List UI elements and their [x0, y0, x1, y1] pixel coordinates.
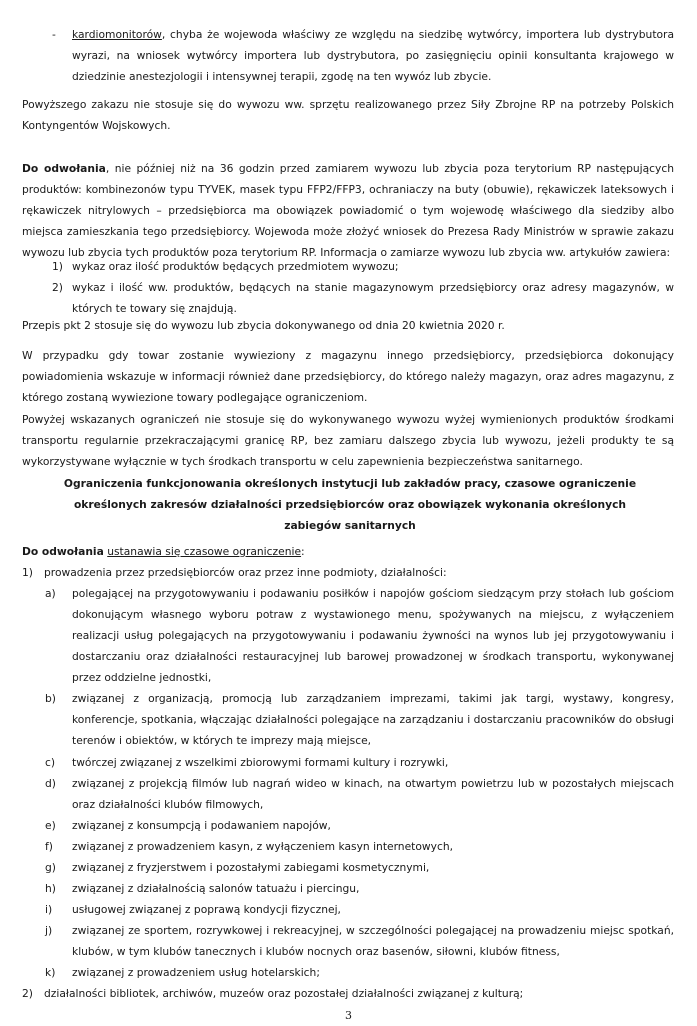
notice-item-number: 2) [52, 281, 63, 294]
dash-marker: - [52, 28, 56, 41]
sub-item: usługowej związanej z poprawą kondycji fizycznej, [72, 903, 341, 916]
sub-item: związanej z prowadzeniem usług hotelarskich; [72, 966, 320, 979]
sub-item-letter: j) [45, 924, 53, 937]
sub-item-letter: a) [45, 587, 56, 600]
sub-item-letter: f) [45, 840, 53, 853]
sub-item: związanej z prowadzeniem kasyn, z wyłączeniem kasyn internetowych, [72, 840, 453, 853]
sub-item-letter: c) [45, 756, 56, 769]
sub-item: związanej z konsumpcją i podawaniem napojów, [72, 819, 331, 832]
dash-text: , chyba że wojewoda właściwy ze względu na siedzibę wytwórcy, importera lub dystrybutora wyrazi, na wniosek wytwórcy importera lub dystrybutora, po zasięgnięciu opinii konsultanta krajowego w dziedzinie anestezjologii i intensywnej terapii, zgodę na ten wywóz lub zbycie. [72, 28, 674, 83]
intro-bold: Do odwołania [22, 545, 104, 558]
intro-line [22, 541, 674, 562]
sub-item: twórczej związanej z wszelkimi zbiorowymi formami kultury i rozrywki, [72, 756, 449, 769]
sub-item-letter: h) [45, 882, 56, 895]
intro-underlined: ustanawia się czasowe ograniczenie [107, 545, 302, 558]
intro-end: : [301, 545, 305, 558]
section-heading: Ograniczenia funkcjonowania określonych instytucji lub zakładów pracy, czasowe ograniczenie określonych zakresów działalności przedsiębiorców oraz obowiązek wykonania określonych zabiegów sanitarnych [63, 477, 637, 532]
notice-item-number: 1) [52, 260, 63, 273]
notice-paragraph [22, 158, 674, 263]
sub-item-letter: g) [45, 861, 56, 874]
page-number: 3 [345, 1009, 352, 1022]
sub-item: związanej z organizacją, promocją lub zarządzaniem imprezami, takimi jak targi, wystawy, kongresy, konferencje, spotkania, włączając działalności polegające na zarządzaniu i dostarczaniu pracowników do obsługi terenów i obiektów, w których te imprezy mają miejsce, [72, 692, 674, 747]
sub-item: związanej z projekcją filmów lub nagrań wideo w kinach, na otwartym powietrzu lub w pozostałych miejscach oraz działalności klubów filmowych, [72, 777, 674, 811]
notice-item: wykaz i ilość ww. produktów, będących na stanie magazynowym przedsiębiorcy oraz adresy magazynów, w których te towary się znajdują. [72, 281, 674, 315]
main-item: prowadzenia przez przedsiębiorców oraz przez inne podmioty, działalności: [44, 566, 447, 579]
transport-paragraph: Powyżej wskazanych ograniczeń nie stosuje się do wykonywanego wywozu wyżej wymienionych produktów środkami transportu regularnie przekraczającymi granicę RP, bez zamiaru dalszego zbycia lub wywozu, jeżeli produkty te są wykorzystywane wyłącznie w tych środkach transportu w celu zapewnienia bezpieczeństwa sanitarnego. [22, 413, 674, 468]
notice-bold-lead: Do odwołania [22, 162, 106, 175]
sub-item: związanej z fryzjerstwem i pozostałymi zabiegami kosmetycznymi, [72, 861, 430, 874]
main-item-number: 2) [22, 987, 33, 1000]
sub-item-letter: k) [45, 966, 56, 979]
warehouse-paragraph: W przypadku gdy towar zostanie wywieziony z magazynu innego przedsiębiorcy, przedsiębiorca dokonujący powiadomienia wskazuje w informacji również dane przedsiębiorcy, do którego należy magazyn, oraz adres magazynu, z którego zostaną wywiezione towary podlegające ograniczeniom. [22, 349, 674, 404]
sub-item-letter: b) [45, 692, 56, 705]
sub-item-letter: i) [45, 903, 53, 916]
sub-item-letter: e) [45, 819, 56, 832]
rule-paragraph: Przepis pkt 2 stosuje się do wywozu lub zbycia dokonywanego od dnia 20 kwietnia 2020 r. [22, 319, 505, 332]
sub-item: związanej z działalnością salonów tatuażu i piercingu, [72, 882, 360, 895]
main-item-number: 1) [22, 566, 33, 579]
notice-text: , nie później niż na 36 godzin przed zamiarem wywozu lub zbycia poza terytorium RP następujących produktów: kombinezonów typu TYVEK, masek typu FFP2/FFP3, ochraniaczy na buty (obuwie), rękawiczek lateksowych i rękawiczek nitrylowych – przedsiębiorca ma obowiązek powiadomić o tym wojewodę właściwego dla siedziby albo miejsca zamieszkania tego przedsiębiorcy. Wojewoda może złożyć wniosek do Prezesa Rady Ministrów w sprawie zakazu wywozu lub zbycia tych produktów poza terytorium RP. Informacja o zamiarze wywozu lub zbycia ww. artykułów zawiera: [22, 162, 674, 259]
sub-item-letter: d) [45, 777, 56, 790]
notice-item: wykaz oraz ilość produktów będących przedmiotem wywozu; [72, 260, 399, 273]
army-exemption-paragraph: Powyższego zakazu nie stosuje się do wywozu ww. sprzętu realizowanego przez Siły Zbrojne RP na potrzeby Polskich Kontyngentów Wojskowych. [22, 98, 674, 132]
kardiomonitorow-link[interactable]: kardiomonitorów [72, 28, 162, 41]
main-item: działalności bibliotek, archiwów, muzeów oraz pozostałej działalności związanej z kulturą; [44, 987, 524, 1000]
sub-item: polegającej na przygotowywaniu i podawaniu posiłków i napojów gościom siedzącym przy stołach lub gościom dokonującym własnego wyboru potraw z wystawionego menu, spożywanych na miejscu, z wyłączeniem realizacji usług polegających na przygotowywaniu i podawaniu żywności na wynos lub jej przygotowywaniu i dostarczaniu oraz działalności restauracyjnej lub barowej prowadzonej w środkach transportu, wykonywanej przez oddzielne jednostki, [72, 587, 674, 684]
dash-paragraph [72, 24, 674, 87]
sub-item: związanej ze sportem, rozrywkowej i rekreacyjnej, w szczególności polegającej na prowadzeniu miejsc spotkań, klubów, w tym klubów tanecznych i klubów nocnych oraz basenów, siłowni, klubów fitness, [72, 924, 674, 958]
